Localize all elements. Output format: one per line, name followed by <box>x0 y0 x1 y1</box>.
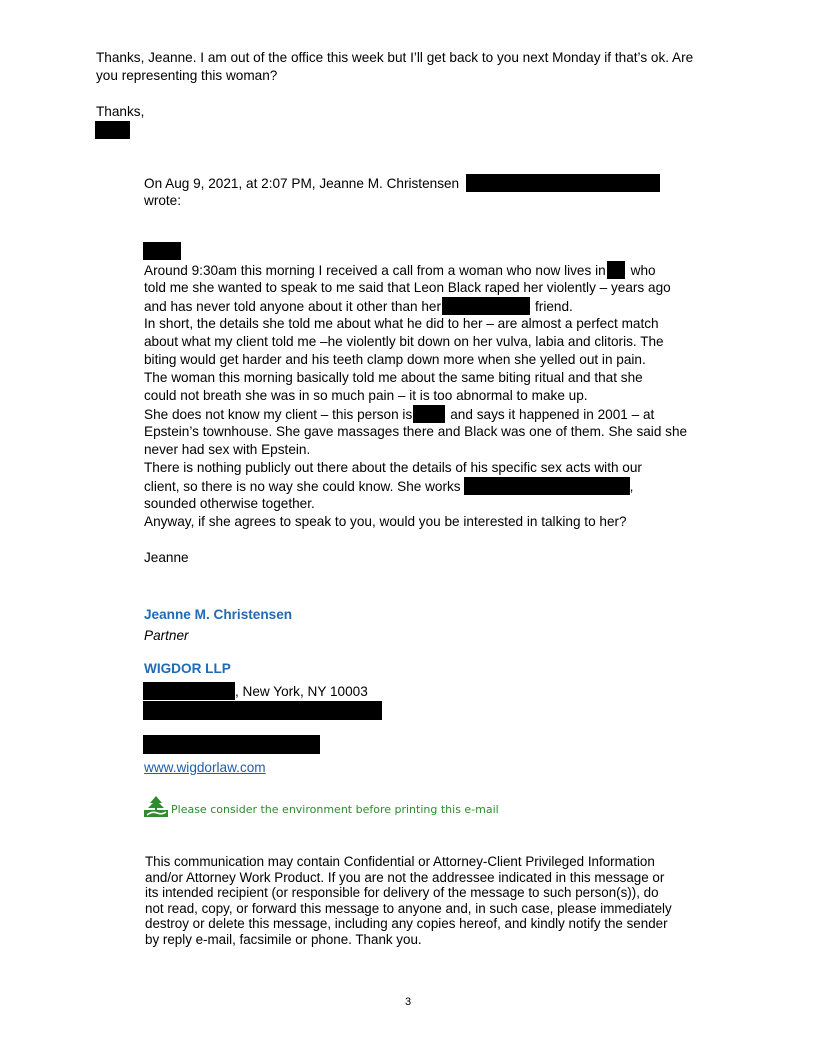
signature-address <box>143 682 368 700</box>
body-line-5: about what my client told me –he violently bit down on her vulva, labia and clitoris. The <box>144 334 664 349</box>
address-tail: , New York, NY 10003 <box>235 684 368 699</box>
redacted-street-address <box>143 682 235 700</box>
website-link[interactable]: www.wigdorlaw.com <box>144 760 266 775</box>
redacted-age <box>413 405 445 423</box>
redacted-relationship <box>442 297 530 315</box>
signature-firm: WIGDOR LLP <box>144 661 231 676</box>
reply-thanks: Thanks, <box>96 104 145 119</box>
body-text: Around 9:30am this morning I received a call from a woman who now lives in <box>144 263 606 278</box>
redacted-email-line <box>143 735 320 754</box>
body-line-13 <box>144 477 633 495</box>
redacted-sender-name <box>95 121 130 139</box>
body-line-7: The woman this morning basically told me about the same biting ritual and that she <box>144 370 643 385</box>
body-text: client, so there is no way she could know. She works <box>144 479 461 494</box>
body-line-3 <box>144 297 573 315</box>
page-number: 3 <box>404 996 412 1008</box>
redacted-greeting <box>143 242 181 260</box>
disclaimer-line-1: This communication may contain Confidential or Attorney-Client Privileged Information <box>145 854 655 869</box>
body-line-11: never had sex with Epstein. <box>144 442 311 457</box>
body-text: friend. <box>535 299 573 314</box>
body-signoff: Jeanne <box>144 550 189 565</box>
body-line-2: told me she wanted to speak to me said that Leon Black raped her violently – years ago <box>144 280 671 295</box>
body-text: , <box>629 479 634 494</box>
disclaimer-line-6: by reply e-mail, facsimile or phone. Thank you. <box>145 931 422 947</box>
body-text: and has never told anyone about it other than her <box>144 299 442 314</box>
disclaimer-line-3: its intended recipient (or responsible for delivery of the message to such person(s)), do <box>145 885 659 900</box>
body-line-10: Epstein’s townhouse. She gave massages there and Black was one of them. She said she <box>144 424 688 439</box>
body-line-6: biting would get harder and his teeth clamp down more when she yelled out in pain. <box>144 352 646 367</box>
reply-line-1: Thanks, Jeanne. I am out of the office this week but I’ll get back to you next Monday if that’s ok. Are <box>96 50 694 65</box>
body-text: who <box>630 263 656 278</box>
disclaimer-line-4: not read, copy, or forward this message to anyone and, in such case, please immediately <box>145 900 672 916</box>
redacted-workplace <box>464 477 630 495</box>
body-line-15: Anyway, if she agrees to speak to you, would you be interested in talking to her? <box>144 514 627 529</box>
body-line-14: sounded otherwise together. <box>144 496 315 511</box>
disclaimer-line-2: and/or Attorney Work Product. If you are not the addressee indicated in this message or <box>145 869 665 885</box>
quote-header-line-1 <box>144 174 660 192</box>
body-text: and says it happened in 2001 – at <box>450 407 655 422</box>
body-text: She does not know my client – this person is <box>144 407 413 422</box>
body-line-12: There is nothing publicly out there about the details of his specific sex acts with our <box>144 460 642 475</box>
redacted-phone-line <box>143 701 382 720</box>
redacted-location <box>607 261 625 279</box>
tree-recycle-icon <box>143 796 169 818</box>
quote-header-text: On Aug 9, 2021, at 2:07 PM, Jeanne M. Christensen <box>144 176 460 191</box>
body-line-9 <box>144 405 654 423</box>
environment-note: Please consider the environment before printing this e-mail <box>171 803 499 816</box>
body-line-1 <box>144 261 656 279</box>
reply-line-2: you representing this woman? <box>96 68 278 83</box>
quote-header-line-2: wrote: <box>144 193 182 208</box>
signature-title: Partner <box>144 628 189 643</box>
body-line-8: could not breath she was in so much pain – it is too abnormal to make up. <box>144 388 588 403</box>
disclaimer-line-5: destroy or delete this message, including any copies hereof, and kindly notify the sender <box>145 916 668 931</box>
body-line-4: In short, the details she told me about what he did to her – are almost a perfect match <box>144 316 659 331</box>
redacted-email <box>466 174 660 192</box>
signature-name: Jeanne M. Christensen <box>144 607 293 622</box>
